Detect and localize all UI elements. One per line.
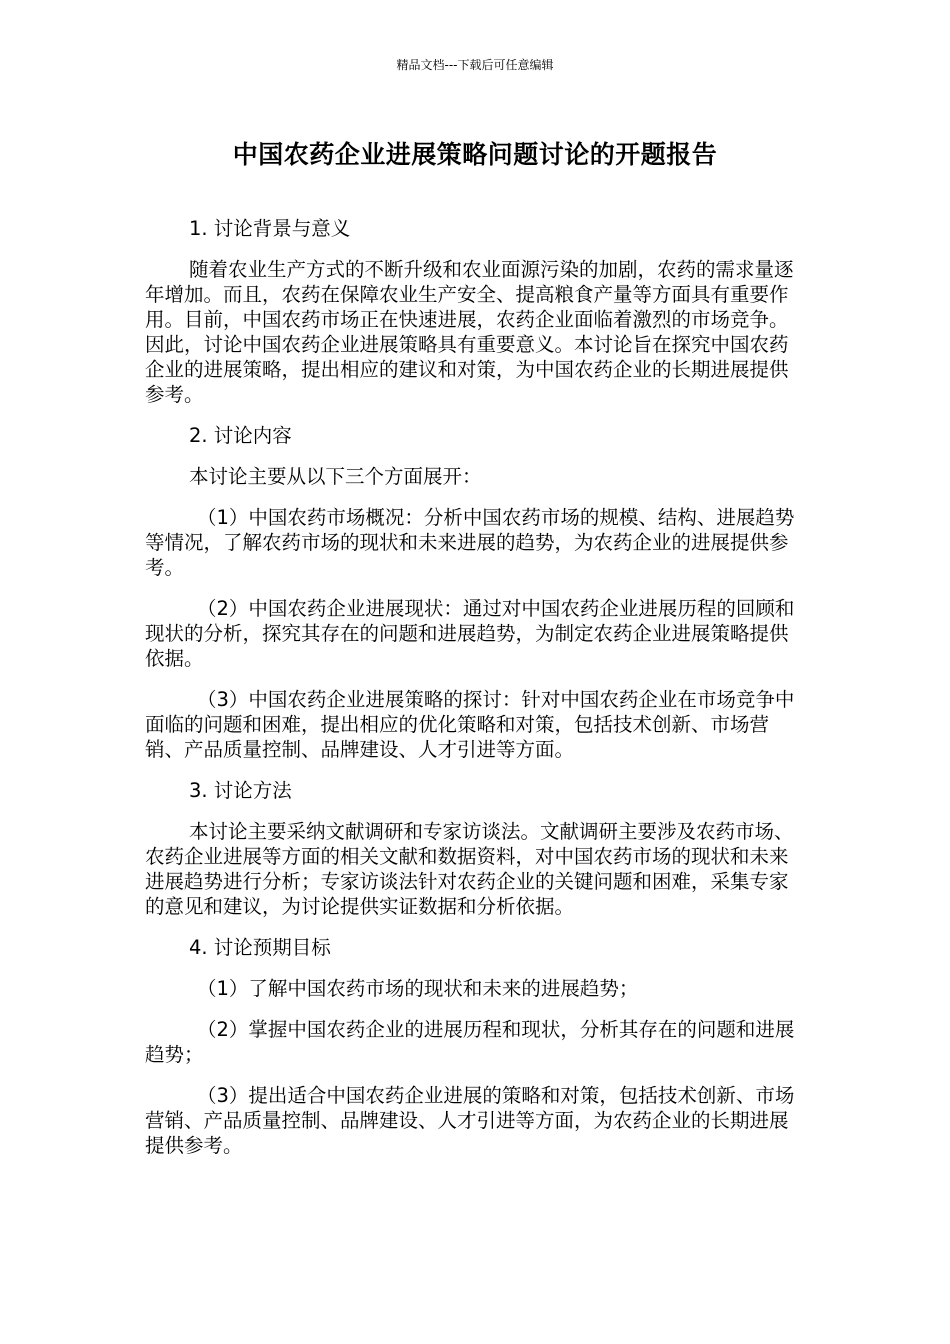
- section-4-item-2: （2）掌握中国农药企业的进展历程和现状，分析其存在的问题和进展趋势；: [145, 1018, 795, 1066]
- section-2-item-1: （1）中国农药市场概况：分析中国农药市场的规模、结构、进展趋势等情况，了解农药市场的现状和未来进展的趋势，为农药企业的进展提供参考。: [145, 506, 795, 579]
- section-4-item-1: （1）了解中国农药市场的现状和未来的进展趋势；: [197, 977, 639, 1000]
- section-heading-3: 3. 讨论方法: [189, 779, 292, 802]
- document-body: [145, 216, 805, 1158]
- section-heading-1: 1. 讨论背景与意义: [189, 217, 351, 240]
- page-header: 精品文档---下载后可任意编辑: [396, 58, 554, 72]
- section-2-item-3: （3）中国农药企业进展策略的探讨：针对中国农药企业在市场竞争中面临的问题和困难，提出相应的优化策略和对策，包括技术创新、市场营销、产品质量控制、品牌建设、人才引进等方面。: [145, 688, 795, 761]
- section-2-intro: 本讨论主要从以下三个方面展开：: [189, 465, 482, 488]
- document-title: 中国农药企业进展策略问题讨论的开题报告: [232, 140, 718, 169]
- section-heading-2: 2. 讨论内容: [189, 424, 292, 447]
- section-3-paragraph: 本讨论主要采纳文献调研和专家访谈法。文献调研主要涉及农药市场、农药企业进展等方面的相关文献和数据资料，对中国农药市场的现状和未来进展趋势进行分析；专家访谈法针对农药企业的关键问题和困难，采集专家的意见和建议，为讨论提供实证数据和分析依据。: [145, 820, 794, 918]
- section-heading-4: 4. 讨论预期目标: [189, 936, 331, 959]
- section-2-item-2: （2）中国农药企业进展现状：通过对中国农药企业进展历程的回顾和现状的分析，探究其存在的问题和进展趋势，为制定农药企业进展策略提供依据。: [145, 597, 795, 670]
- section-4-item-3: （3）提出适合中国农药企业进展的策略和对策，包括技术创新、市场营销、产品质量控制、品牌建设、人才引进等方面，为农药企业的长期进展提供参考。: [145, 1084, 795, 1157]
- section-1-paragraph: 随着农业生产方式的不断升级和农业面源污染的加剧，农药的需求量逐年增加。而且，农药在保障农业生产安全、提高粮食产量等方面具有重要作用。目前，中国农药市场正在快速进展，农药企业面临着激烈的市场竞争。因此，讨论中国农药企业进展策略具有重要意义。本讨论旨在探究中国农药企业的进展策略，提出相应的建议和对策，为中国农药企业的长期进展提供参考。: [145, 258, 794, 406]
